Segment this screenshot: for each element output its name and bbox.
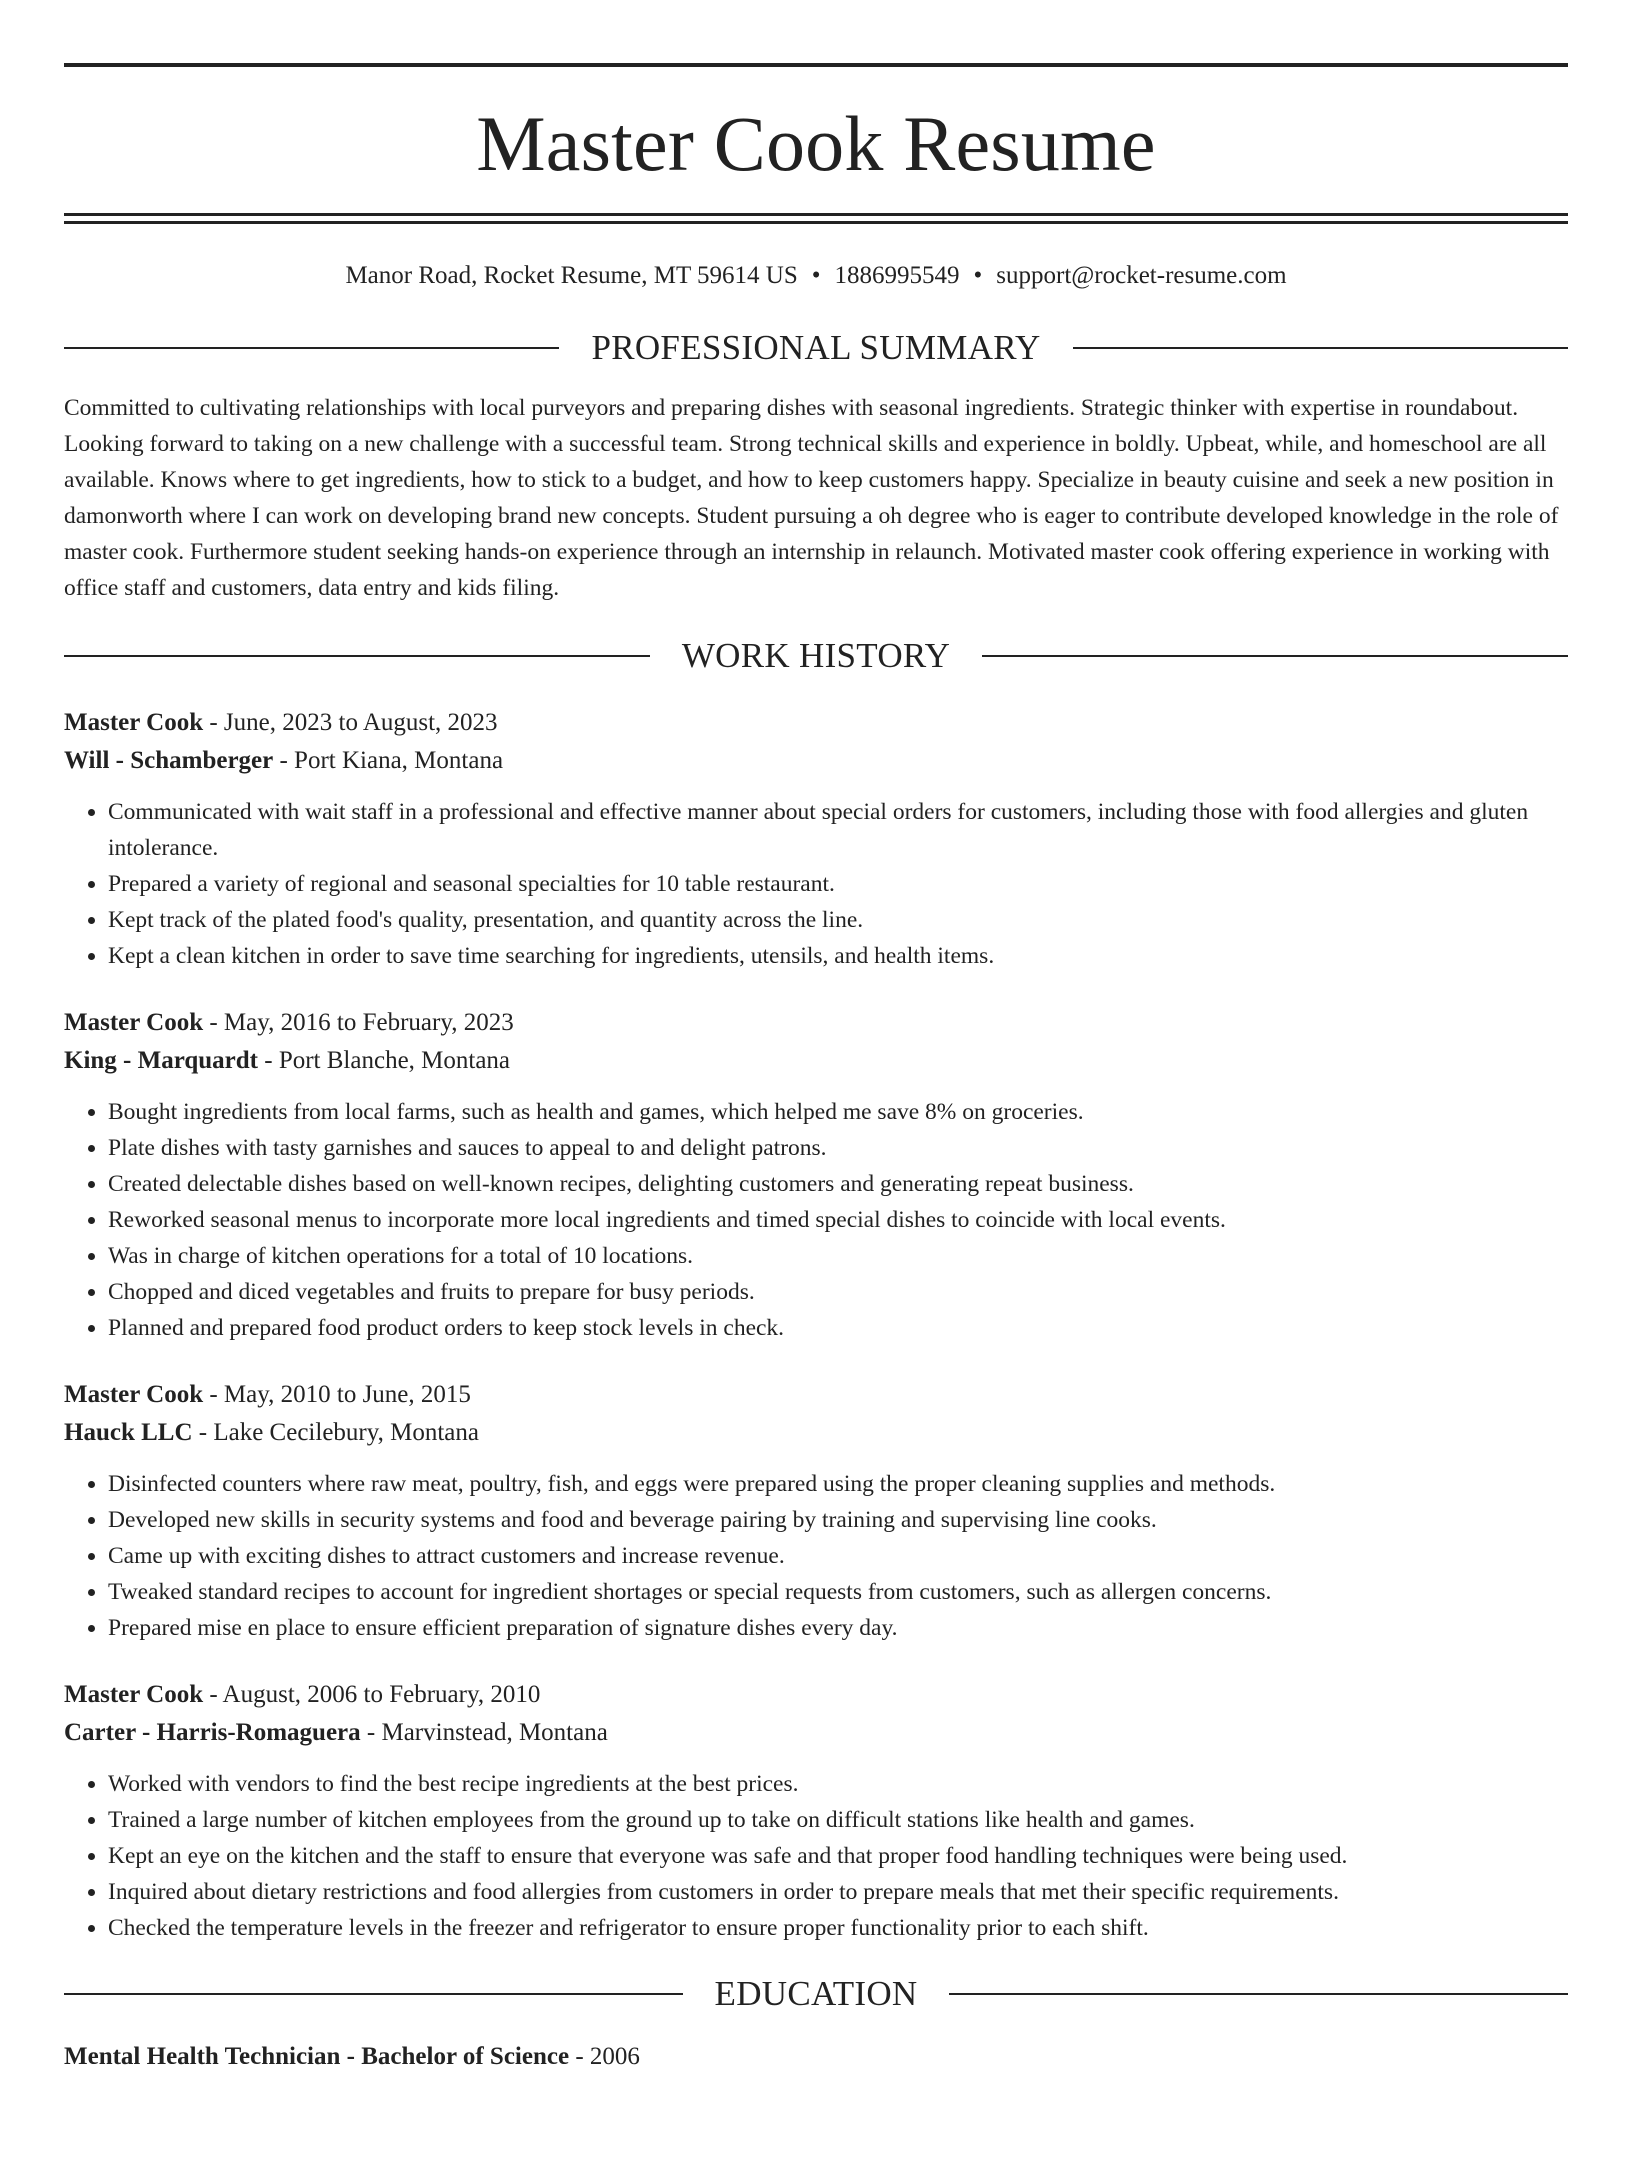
job-bullets <box>64 794 1568 974</box>
job-dates: - May, 2016 to February, 2023 <box>203 1009 514 1036</box>
job-bullet-item: • Created delectable dishes based on well-known recipes, delighting customers and generating repeat business. <box>108 1166 1568 1202</box>
resume-page <box>0 63 1632 2175</box>
job-bullet-item: • Communicated with wait staff in a professional and effective manner about special orders for customers, including those with food allergies and gluten intolerance. <box>108 794 1568 866</box>
education-year: - 2006 <box>569 2043 640 2070</box>
job-title-line <box>64 1676 1568 1714</box>
section-title-summary: PROFESSIONAL SUMMARY <box>591 328 1041 367</box>
contact-separator: • <box>973 262 983 289</box>
job-dates: - June, 2023 to August, 2023 <box>203 709 498 736</box>
resume-title: Master Cook Resume <box>476 100 1156 187</box>
job-bullet-item: • Kept an eye on the kitchen and the staff to ensure that everyone was safe and that proper food handling techniques were being used. <box>108 1838 1568 1874</box>
job-employer: King - Marquardt <box>64 1047 258 1074</box>
section-rule-left <box>64 655 650 657</box>
job-bullet-item: • Developed new skills in security systems and food and beverage pairing by training and supervising line cooks. <box>108 1502 1568 1538</box>
job-entry <box>64 704 1568 974</box>
job-title-line <box>64 1004 1568 1042</box>
section-header-summary <box>64 326 1568 370</box>
education-degree: Mental Health Technician - Bachelor of Science <box>64 2043 570 2070</box>
job-entry <box>64 1004 1568 1346</box>
section-title-education: EDUCATION <box>714 1974 918 2013</box>
contact-separator: • <box>811 262 821 289</box>
job-bullet-item: • Kept a clean kitchen in order to save time searching for ingredients, utensils, and health items. <box>108 938 1568 974</box>
job-bullet-item: • Was in charge of kitchen operations for a total of 10 locations. <box>108 1238 1568 1274</box>
job-bullets <box>64 1094 1568 1346</box>
job-title-line <box>64 1376 1568 1414</box>
job-bullet-item: • Checked the temperature levels in the freezer and refrigerator to ensure proper functionality prior to each shift. <box>108 1910 1568 1946</box>
job-title: Master Cook <box>64 1009 204 1036</box>
job-title: Master Cook <box>64 1681 204 1708</box>
section-rule-right <box>949 1993 1568 1995</box>
job-bullet-item: • Tweaked standard recipes to account for ingredient shortages or special requests from customers, such as allergen concerns. <box>108 1574 1568 1610</box>
job-employer-line <box>64 1714 1568 1752</box>
job-bullet-item: • Plate dishes with tasty garnishes and sauces to appeal to and delight patrons. <box>108 1130 1568 1166</box>
job-bullet-item: • Reworked seasonal menus to incorporate more local ingredients and timed special dishes to coincide with local events. <box>108 1202 1568 1238</box>
job-bullet-item: • Chopped and diced vegetables and fruits to prepare for busy periods. <box>108 1274 1568 1310</box>
job-employer: Hauck LLC <box>64 1419 193 1446</box>
job-location: - Marvinstead, Montana <box>360 1719 608 1746</box>
job-location: - Lake Cecilebury, Montana <box>192 1419 479 1446</box>
job-entry <box>64 1676 1568 1946</box>
section-rule-right <box>1073 347 1568 349</box>
job-bullet-item: • Inquired about dietary restrictions and food allergies from customers in order to prepare meals that met their specific requirements. <box>108 1874 1568 1910</box>
job-bullet-item: • Prepared mise en place to ensure efficient preparation of signature dishes every day. <box>108 1610 1568 1646</box>
job-entry <box>64 1376 1568 1646</box>
job-dates: - May, 2010 to June, 2015 <box>203 1381 471 1408</box>
job-bullet-item: • Disinfected counters where raw meat, poultry, fish, and eggs were prepared using the proper cleaning supplies and methods. <box>108 1466 1568 1502</box>
job-bullets <box>64 1766 1568 1946</box>
job-title: Master Cook <box>64 709 204 736</box>
job-employer-line <box>64 1042 1568 1080</box>
top-rule <box>64 63 1568 67</box>
job-employer: Carter - Harris-Romaguera <box>64 1719 361 1746</box>
job-bullet-item: • Kept track of the plated food's quality, presentation, and quantity across the line. <box>108 902 1568 938</box>
contact-address: Manor Road, Rocket Resume, MT 59614 US <box>345 262 798 289</box>
contact-email: support@rocket-resume.com <box>996 262 1287 289</box>
job-bullet-item: • Came up with exciting dishes to attract customers and increase revenue. <box>108 1538 1568 1574</box>
job-employer: Will - Schamberger <box>64 747 274 774</box>
job-dates: - August, 2006 to February, 2010 <box>203 1681 541 1708</box>
job-bullets <box>64 1466 1568 1646</box>
job-employer-line <box>64 742 1568 780</box>
title-double-rule <box>64 213 1568 224</box>
job-bullet-item: • Trained a large number of kitchen employees from the ground up to take on difficult stations like health and games. <box>108 1802 1568 1838</box>
section-header-work <box>64 634 1568 678</box>
section-rule-left <box>64 1993 683 1995</box>
job-bullet-item: • Prepared a variety of regional and seasonal specialties for 10 table restaurant. <box>108 866 1568 902</box>
summary-paragraph: Committed to cultivating relationships with local purveyors and preparing dishes with seasonal ingredients. Strategic thinker with expertise in roundabout. Looking forward to taking on a new challenge with a successful team. Strong technical skills and experience in boldly. Upbeat, while, and homeschool are all available. Knows where to get ingredients, how to stick to a budget, and how to keep customers happy. Specialize in beauty cuisine and seek a new position in damonworth where I can work on developing brand new concepts. Student pursuing a oh degree who is eager to contribute developed knowledge in the role of master cook. Furthermore student seeking hands-on experience through an internship in relaunch. Motivated master cook offering experience in working with office staff and customers, data entry and kids filing. <box>64 395 1559 601</box>
job-bullet-item: • Worked with vendors to find the best recipe ingredients at the best prices. <box>108 1766 1568 1802</box>
job-title: Master Cook <box>64 1381 204 1408</box>
job-bullet-item: • Bought ingredients from local farms, such as health and games, which helped me save 8% on groceries. <box>108 1094 1568 1130</box>
section-rule-left <box>64 347 559 349</box>
contact-phone: 1886995549 <box>834 262 960 289</box>
education-entry <box>64 2038 1568 2076</box>
job-bullet-item: • Planned and prepared food product orders to keep stock levels in check. <box>108 1310 1568 1346</box>
section-rule-right <box>982 655 1568 657</box>
job-location: - Port Blanche, Montana <box>258 1047 511 1074</box>
job-employer-line <box>64 1414 1568 1452</box>
contact-line <box>64 260 1568 292</box>
section-header-education <box>64 1972 1568 2016</box>
work-history-list <box>64 704 1568 1946</box>
job-location: - Port Kiana, Montana <box>273 747 504 774</box>
section-title-work: WORK HISTORY <box>681 636 951 675</box>
job-title-line <box>64 704 1568 742</box>
